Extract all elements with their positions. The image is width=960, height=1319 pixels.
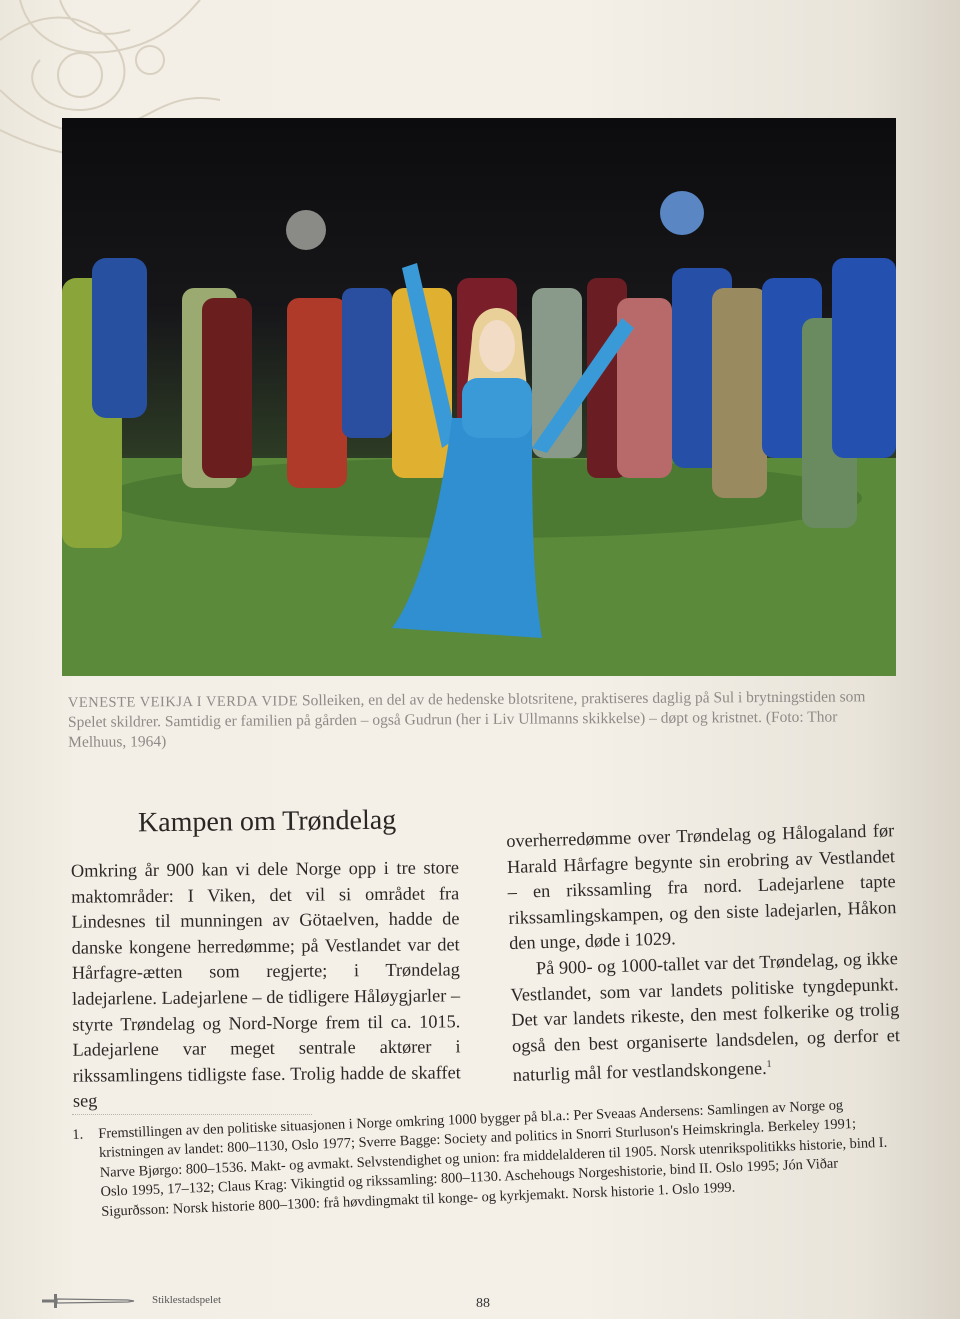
section-heading: Kampen om Trøndelag <box>137 804 397 839</box>
footer-label: Stiklestadspelet <box>152 1294 222 1306</box>
footnote-divider <box>72 1114 312 1115</box>
right-paragraph-1: overherredømme over Trøndelag og Hålogaland før Harald Hårfagre begynte sin erobring av Vestlandet – en rikssamling fra nord. Ladejarlene tapte rikssamlingskampen, og den siste ladejarlen, Håkon den unge, døde i 1029. <box>506 820 897 954</box>
caption-body: Solleiken, en del av de hedenske blotsritene, praktiseres daglig på Sul i brytningstiden som Spelet skildrer. Samtidig er familien på gården – også Gudrun (her i Liv Ullmanns skikkelse) – døpt og kristnet. (Foto: Thor Melhuus, 1964) <box>67 688 866 751</box>
footnote-reference: 1 <box>766 1059 772 1071</box>
right-paragraph-2 <box>510 946 902 1089</box>
right-column <box>506 818 901 1089</box>
footnote-number: 1. <box>72 1126 84 1143</box>
left-paragraph: Omkring år 900 kan vi dele Norge opp i tre store maktområder: I Viken, det vil si området fra Lindesnes til munningen av Götaelven, hadde de danske kongene herredømme; på Vestlandet var det Hårfagre-ætten som regjerte; i Trøndelag ladejarlene. Ladejarlene – de tidligere Håløygjarler – styrte Trøndelag og Nord-Norge frem til ca. 1015. Ladejarlene var meget sentrale aktører i rikssamlingens tidligste fase. Trolig hadde de skaffet seg <box>70 857 461 1112</box>
ritual-photograph <box>62 118 896 676</box>
footnote-text: Fremstillingen av den politiske situasjonen i Norge omkring 1000 bygger på bl.a.: Per Sveaas Andersens: Samlingen av Norge og kristningen av landet: 800–1130, Oslo 1977; Sverre Bagge: Society and politics in Snorri Sturluson's Heimskringla. Berkeley 1991; Narve Bjørgo: 800–1536. Makt- og avmakt. Selvstendighet og union: fra middelalderen til 1905. Norsk utenrikspolitikks historie, bind I. Oslo 1995, 17–132; Claus Krag: Vikingtid og rikssamling: 800–1130. Aschehougs Norgeshistorie, bind II. Oslo 1995; Jón Viðar Sigurðsson: Norsk historie 800–1300: frå høvdingmakt til konge- og kyrkjemakt. Norsk historie 1. Oslo 1999. <box>98 1097 888 1220</box>
right-paragraph-2-text: På 900- og 1000-tallet var det Trøndelag, og ikke Vestlandet, som var landets politiske tyngdepunkt. Det var landets rikeste, den mest folkerike og trolig også den best organiserte landsdelen, og derfor et naturlig mål for vestlandskongene. <box>510 948 901 1086</box>
sword-icon <box>40 1292 135 1310</box>
left-column <box>71 855 461 1114</box>
page-number: 88 <box>476 1296 490 1311</box>
caption-heading: VENESTE VEIKJA I VERDA VIDE <box>67 693 299 711</box>
photo-caption <box>68 687 898 753</box>
